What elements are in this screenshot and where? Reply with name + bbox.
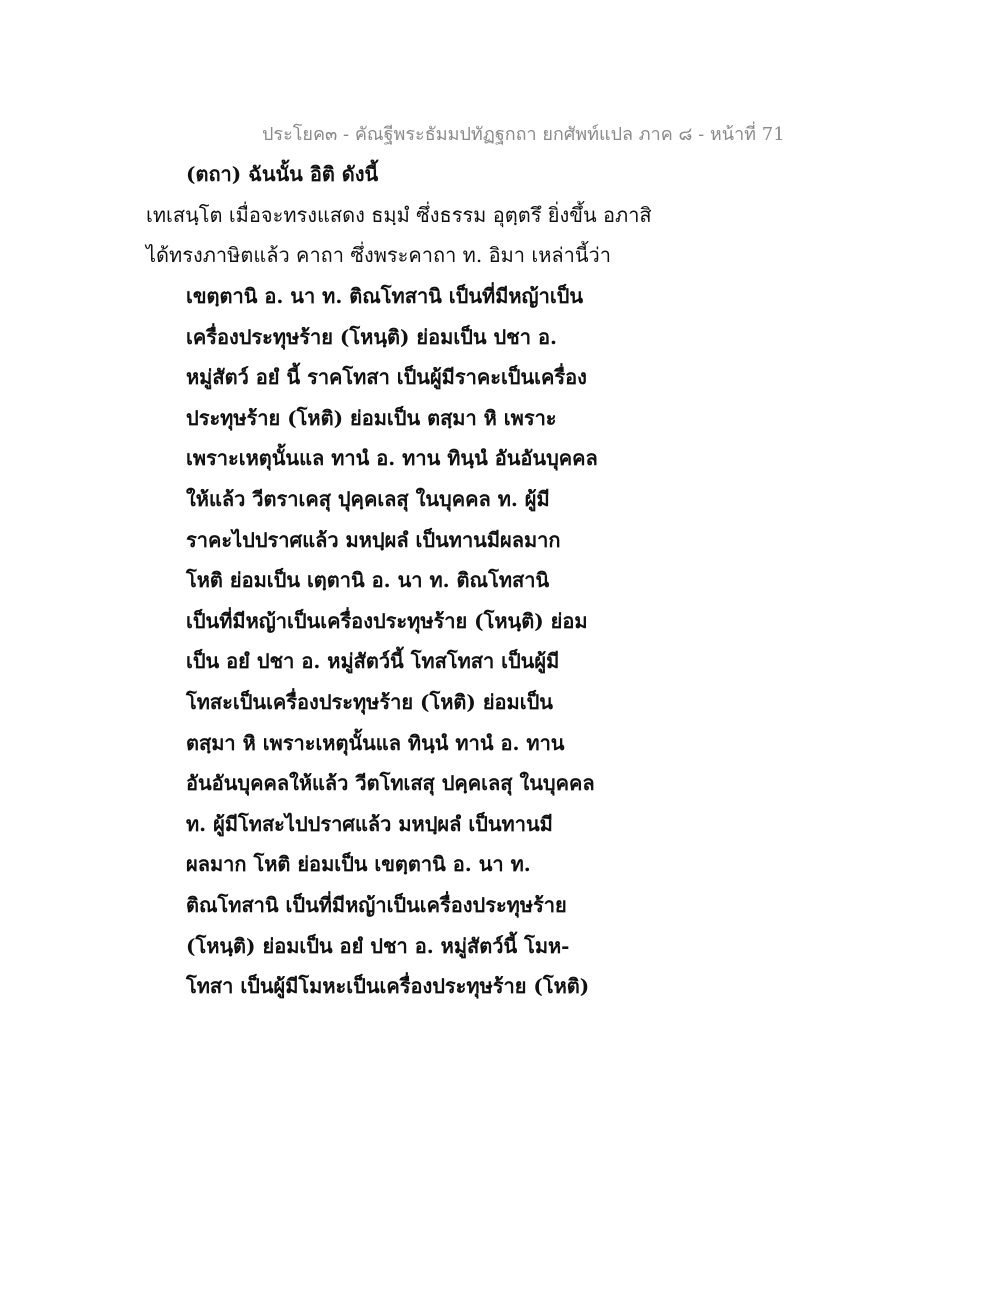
text-line: ตสฺมา หิ เพราะเหตุนั้นแล ทินฺนํ ทานํ อ. ทาน — [186, 731, 565, 755]
text-line: เครื่องประทุษร้าย (โหนฺติ) ย่อมเป็น ปชา อ. — [186, 325, 557, 349]
text-line: โทสา เป็นผู้มีโมหะเป็นเครื่องประทุษร้าย (โหติ) — [186, 974, 590, 998]
text-line: เป็น อยํ ปชา อ. หมู่สัตว์นี้ โทสโทสา เป็นผู้มี — [186, 649, 560, 673]
text-line: (ตถา) ฉันนั้น อิติ ดังนี้ — [186, 162, 379, 186]
text-line: ติณโทสานิ เป็นที่มีหญ้าเป็นเครื่องประทุษร้าย — [186, 893, 567, 917]
text-line: โทสะเป็นเครื่องประทุษร้าย (โหติ) ย่อมเป็น — [186, 690, 553, 714]
text-line: ผลมาก โหติ ย่อมเป็น เขตฺตานิ อ. นา ท. — [186, 852, 531, 876]
text-line: โหติ ย่อมเป็น เตฺตานิ อ. นา ท. ติณโทสานิ — [186, 568, 550, 592]
text-line: ได้ทรงภาษิตแล้ว คาถา ซึ่งพระคาถา ท. อิมา เหล่านี้ว่า — [146, 243, 611, 267]
text-line: เขตฺตานิ อ. นา ท. ติณโทสานิ เป็นที่มีหญ้าเป็น — [186, 284, 584, 308]
text-line: หมู่สัตว์ อยํ นี้ ราคโทสา เป็นผู้มีราคะเป็นเครื่อง — [186, 365, 587, 389]
text-line: เป็นที่มีหญ้าเป็นเครื่องประทุษร้าย (โหนฺติ) ย่อม — [186, 609, 588, 633]
text-line: (โหนฺติ) ย่อมเป็น อยํ ปชา อ. หมู่สัตว์นี้ โมห- — [186, 934, 570, 958]
text-line: ราคะไปปราศแล้ว มหปฺผลํ เป็นทานมีผลมาก — [186, 528, 561, 552]
running-header: ประโยค๓ - คัณฐีพระธัมมปทัฏฐกถา ยกศัพท์แปล ภาค ๘ - หน้าที่ 71 — [262, 124, 785, 145]
text-line: อันอันบุคคลให้แล้ว วีตโทเสสุ ปคฺคเลสุ ในบุคคล — [186, 771, 595, 795]
text-line: ประทุษร้าย (โหติ) ย่อมเป็น ตสฺมา หิ เพราะ — [186, 406, 557, 430]
text-line: เพราะเหตุนั้นแล ทานํ อ. ทาน ทินฺนํ อันอันบุคคล — [186, 446, 598, 470]
text-line: ให้แล้ว วีตราเคสุ ปุคฺคเลสุ ในบุคคล ท. ผู้มี — [186, 487, 550, 511]
text-line: เทเสนฺโต เมื่อจะทรงแสดง ธมฺมํ ซึ่งธรรม อุตฺตรึ ยิ่งขึ้น อภาสิ — [146, 203, 652, 227]
text-line: ท. ผู้มีโทสะไปปราศแล้ว มหปฺผลํ เป็นทานมี — [186, 812, 553, 836]
